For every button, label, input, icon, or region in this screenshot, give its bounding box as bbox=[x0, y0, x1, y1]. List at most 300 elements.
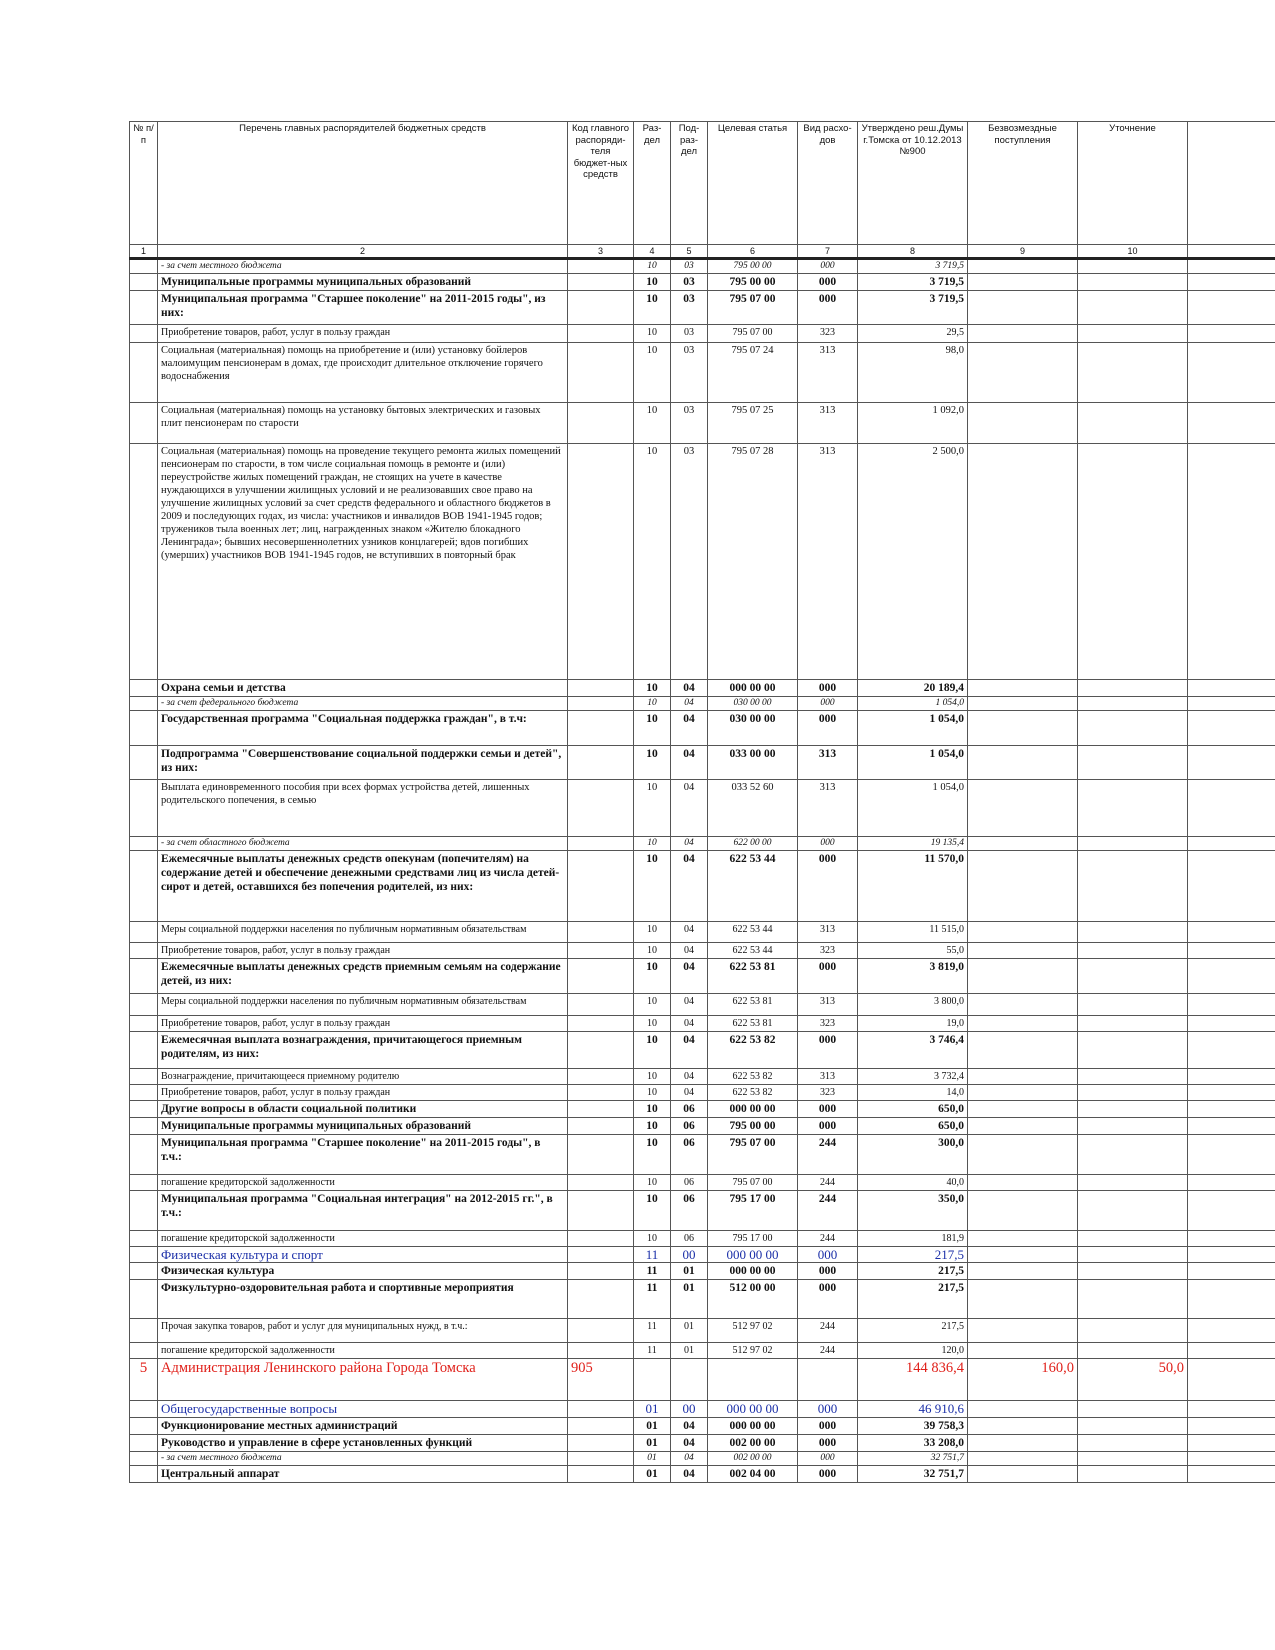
row-grants bbox=[968, 1319, 1078, 1343]
row-extra bbox=[1188, 1085, 1275, 1101]
row-code bbox=[568, 1247, 634, 1263]
row-vid: 000 bbox=[798, 1118, 858, 1135]
row-grants bbox=[968, 680, 1078, 697]
row-extra bbox=[1188, 711, 1275, 746]
row-number bbox=[130, 746, 158, 780]
row-number bbox=[130, 1452, 158, 1466]
row-razdel: 01 bbox=[634, 1452, 671, 1466]
row-number: 5 bbox=[130, 1359, 158, 1401]
table-row bbox=[130, 1191, 1275, 1231]
row-approved: 33 208,0 bbox=[858, 1435, 968, 1452]
row-name: Физическая культура и спорт bbox=[158, 1247, 568, 1263]
row-approved: 300,0 bbox=[858, 1135, 968, 1175]
row-razdel: 10 bbox=[634, 1118, 671, 1135]
row-target: 622 53 81 bbox=[708, 994, 798, 1016]
row-vid: 000 bbox=[798, 680, 858, 697]
row-target: 000 00 00 bbox=[708, 1418, 798, 1435]
row-name: Физическая культура bbox=[158, 1263, 568, 1280]
row-target: 795 07 28 bbox=[708, 444, 798, 680]
row-vid: 000 bbox=[798, 711, 858, 746]
row-podrazdel: 06 bbox=[671, 1118, 708, 1135]
row-grants bbox=[968, 325, 1078, 343]
row-razdel: 10 bbox=[634, 697, 671, 711]
row-razdel: 10 bbox=[634, 837, 671, 851]
row-approved: 3 819,0 bbox=[858, 959, 968, 994]
row-approved: 20 189,4 bbox=[858, 680, 968, 697]
row-grants bbox=[968, 1401, 1078, 1418]
row-number bbox=[130, 1435, 158, 1452]
row-extra bbox=[1188, 325, 1275, 343]
row-target: 622 53 82 bbox=[708, 1069, 798, 1085]
row-approved: 3 746,4 bbox=[858, 1032, 968, 1069]
row-podrazdel: 04 bbox=[671, 1085, 708, 1101]
row-approved: 46 910,6 bbox=[858, 1401, 968, 1418]
row-grants bbox=[968, 403, 1078, 444]
row-podrazdel: 04 bbox=[671, 780, 708, 837]
row-podrazdel: 00 bbox=[671, 1401, 708, 1418]
table-row bbox=[130, 259, 1275, 274]
row-podrazdel: 04 bbox=[671, 1466, 708, 1483]
row-podrazdel: 04 bbox=[671, 680, 708, 697]
row-podrazdel: 04 bbox=[671, 994, 708, 1016]
row-name: Физкультурно-оздоровительная работа и спортивные мероприятия bbox=[158, 1280, 568, 1319]
row-vid: 000 bbox=[798, 1435, 858, 1452]
row-grants bbox=[968, 1418, 1078, 1435]
table-row bbox=[130, 1452, 1275, 1466]
row-number bbox=[130, 1175, 158, 1191]
row-extra bbox=[1188, 746, 1275, 780]
row-target: 002 00 00 bbox=[708, 1452, 798, 1466]
row-vid: 000 bbox=[798, 697, 858, 711]
row-code bbox=[568, 343, 634, 403]
row-number bbox=[130, 1191, 158, 1231]
row-podrazdel: 04 bbox=[671, 1452, 708, 1466]
table-row bbox=[130, 325, 1275, 343]
row-clarify bbox=[1078, 1280, 1188, 1319]
row-razdel: 10 bbox=[634, 780, 671, 837]
row-approved: 1 054,0 bbox=[858, 780, 968, 837]
header-code: Код главного распоряди-теля бюджет-ных средств bbox=[568, 122, 634, 245]
row-name: Муниципальные программы муниципальных образований bbox=[158, 1118, 568, 1135]
row-clarify bbox=[1078, 259, 1188, 274]
row-podrazdel: 03 bbox=[671, 403, 708, 444]
row-name: Подпрограмма "Совершенствование социальной поддержки семьи и детей", из них: bbox=[158, 746, 568, 780]
row-vid: 000 bbox=[798, 851, 858, 922]
row-target: 000 00 00 bbox=[708, 1101, 798, 1118]
header-podrazdel: Под-раз-дел bbox=[671, 122, 708, 245]
row-razdel: 10 bbox=[634, 343, 671, 403]
row-number bbox=[130, 274, 158, 291]
row-number bbox=[130, 943, 158, 959]
row-extra bbox=[1188, 1016, 1275, 1032]
row-extra bbox=[1188, 994, 1275, 1016]
row-podrazdel bbox=[671, 1359, 708, 1401]
row-razdel: 01 bbox=[634, 1466, 671, 1483]
row-extra bbox=[1188, 959, 1275, 994]
row-vid: 000 bbox=[798, 959, 858, 994]
row-vid: 313 bbox=[798, 922, 858, 943]
row-clarify bbox=[1078, 1466, 1188, 1483]
row-grants bbox=[968, 1435, 1078, 1452]
row-code bbox=[568, 1085, 634, 1101]
table-row bbox=[130, 291, 1275, 325]
row-name: Меры социальной поддержки населения по публичным нормативным обязательствам bbox=[158, 994, 568, 1016]
table-row bbox=[130, 1069, 1275, 1085]
row-grants bbox=[968, 711, 1078, 746]
row-approved: 11 570,0 bbox=[858, 851, 968, 922]
row-target: 622 53 82 bbox=[708, 1032, 798, 1069]
row-name: Вознаграждение, причитающееся приемному родителю bbox=[158, 1069, 568, 1085]
row-extra bbox=[1188, 1135, 1275, 1175]
row-number bbox=[130, 994, 158, 1016]
table-row bbox=[130, 403, 1275, 444]
row-approved: 39 758,3 bbox=[858, 1418, 968, 1435]
row-razdel: 10 bbox=[634, 1016, 671, 1032]
row-podrazdel: 04 bbox=[671, 943, 708, 959]
row-code bbox=[568, 444, 634, 680]
row-code bbox=[568, 259, 634, 274]
index-cell: 3 bbox=[568, 245, 634, 259]
header-num: № п/п bbox=[130, 122, 158, 245]
row-name: Ежемесячные выплаты денежных средств приемным семьям на содержание детей, из них: bbox=[158, 959, 568, 994]
row-target bbox=[708, 1359, 798, 1401]
row-extra bbox=[1188, 1319, 1275, 1343]
row-name: Муниципальная программа "Старшее поколение" на 2011-2015 годы", из них: bbox=[158, 291, 568, 325]
row-target: 795 00 00 bbox=[708, 259, 798, 274]
row-approved: 1 054,0 bbox=[858, 711, 968, 746]
row-vid: 000 bbox=[798, 259, 858, 274]
row-code bbox=[568, 746, 634, 780]
row-name: - за счет областного бюджета bbox=[158, 837, 568, 851]
row-clarify bbox=[1078, 1101, 1188, 1118]
row-vid: 323 bbox=[798, 1016, 858, 1032]
row-podrazdel: 06 bbox=[671, 1175, 708, 1191]
row-grants bbox=[968, 1231, 1078, 1247]
row-vid: 000 bbox=[798, 1466, 858, 1483]
table-row bbox=[130, 837, 1275, 851]
row-razdel: 10 bbox=[634, 851, 671, 922]
row-podrazdel: 04 bbox=[671, 1069, 708, 1085]
index-cell: 8 bbox=[858, 245, 968, 259]
row-vid: 313 bbox=[798, 1069, 858, 1085]
row-target: 000 00 00 bbox=[708, 1401, 798, 1418]
row-clarify bbox=[1078, 943, 1188, 959]
row-name: - за счет местного бюджета bbox=[158, 259, 568, 274]
row-grants bbox=[968, 343, 1078, 403]
row-code bbox=[568, 1069, 634, 1085]
row-approved: 350,0 bbox=[858, 1191, 968, 1231]
row-approved: 120,0 bbox=[858, 1343, 968, 1359]
row-name: - за счет местного бюджета bbox=[158, 1452, 568, 1466]
row-razdel: 10 bbox=[634, 403, 671, 444]
row-number bbox=[130, 343, 158, 403]
row-target: 795 00 00 bbox=[708, 274, 798, 291]
row-vid: 244 bbox=[798, 1319, 858, 1343]
row-code bbox=[568, 1280, 634, 1319]
row-number bbox=[130, 1135, 158, 1175]
row-target: 002 04 00 bbox=[708, 1466, 798, 1483]
table-row bbox=[130, 343, 1275, 403]
row-target: 000 00 00 bbox=[708, 680, 798, 697]
table-row bbox=[130, 1319, 1275, 1343]
row-grants bbox=[968, 1466, 1078, 1483]
row-grants bbox=[968, 851, 1078, 922]
row-name: Муниципальные программы муниципальных образований bbox=[158, 274, 568, 291]
row-grants bbox=[968, 746, 1078, 780]
row-extra bbox=[1188, 1247, 1275, 1263]
index-cell: 2 bbox=[158, 245, 568, 259]
row-target: 002 00 00 bbox=[708, 1435, 798, 1452]
row-target: 000 00 00 bbox=[708, 1263, 798, 1280]
row-vid: 000 bbox=[798, 1101, 858, 1118]
row-vid: 000 bbox=[798, 1247, 858, 1263]
row-code bbox=[568, 837, 634, 851]
row-number bbox=[130, 1231, 158, 1247]
row-extra bbox=[1188, 343, 1275, 403]
row-code bbox=[568, 780, 634, 837]
table-row bbox=[130, 1247, 1275, 1263]
row-extra bbox=[1188, 1032, 1275, 1069]
row-code bbox=[568, 274, 634, 291]
row-code: 905 bbox=[568, 1359, 634, 1401]
row-target: 795 17 00 bbox=[708, 1191, 798, 1231]
row-name: Функционирование местных администраций bbox=[158, 1418, 568, 1435]
row-razdel: 10 bbox=[634, 274, 671, 291]
row-razdel: 10 bbox=[634, 680, 671, 697]
row-target: 033 52 60 bbox=[708, 780, 798, 837]
row-number bbox=[130, 697, 158, 711]
table-row bbox=[130, 1418, 1275, 1435]
table-row bbox=[130, 1085, 1275, 1101]
row-vid: 244 bbox=[798, 1343, 858, 1359]
row-razdel: 01 bbox=[634, 1401, 671, 1418]
row-number bbox=[130, 325, 158, 343]
row-vid: 000 bbox=[798, 1263, 858, 1280]
row-grants bbox=[968, 837, 1078, 851]
row-clarify bbox=[1078, 403, 1188, 444]
row-target: 622 53 44 bbox=[708, 943, 798, 959]
row-extra bbox=[1188, 1175, 1275, 1191]
row-approved: 217,5 bbox=[858, 1319, 968, 1343]
row-approved: 40,0 bbox=[858, 1175, 968, 1191]
row-number bbox=[130, 1118, 158, 1135]
row-razdel: 10 bbox=[634, 943, 671, 959]
row-target: 795 07 24 bbox=[708, 343, 798, 403]
row-approved: 3 719,5 bbox=[858, 274, 968, 291]
table-row bbox=[130, 680, 1275, 697]
row-target: 512 97 02 bbox=[708, 1319, 798, 1343]
row-number bbox=[130, 1280, 158, 1319]
row-code bbox=[568, 1101, 634, 1118]
table-row bbox=[130, 1343, 1275, 1359]
row-clarify bbox=[1078, 1418, 1188, 1435]
row-number bbox=[130, 1101, 158, 1118]
row-grants bbox=[968, 274, 1078, 291]
row-code bbox=[568, 1191, 634, 1231]
table-row bbox=[130, 1466, 1275, 1483]
row-approved: 217,5 bbox=[858, 1263, 968, 1280]
row-extra bbox=[1188, 403, 1275, 444]
row-name: погашение кредиторской задолженности bbox=[158, 1175, 568, 1191]
row-grants bbox=[968, 444, 1078, 680]
row-razdel: 10 bbox=[634, 711, 671, 746]
row-clarify bbox=[1078, 994, 1188, 1016]
row-target: 512 97 02 bbox=[708, 1343, 798, 1359]
row-razdel: 10 bbox=[634, 1135, 671, 1175]
row-clarify: 50,0 bbox=[1078, 1359, 1188, 1401]
table-row bbox=[130, 994, 1275, 1016]
row-extra bbox=[1188, 1069, 1275, 1085]
row-grants bbox=[968, 959, 1078, 994]
row-extra bbox=[1188, 1231, 1275, 1247]
row-code bbox=[568, 851, 634, 922]
table-row bbox=[130, 1118, 1275, 1135]
row-podrazdel: 04 bbox=[671, 1016, 708, 1032]
header-target: Целевая статья bbox=[708, 122, 798, 245]
row-name: Приобретение товаров, работ, услуг в пользу граждан bbox=[158, 1085, 568, 1101]
row-name: Приобретение товаров, работ, услуг в пользу граждан bbox=[158, 1016, 568, 1032]
row-code bbox=[568, 711, 634, 746]
row-vid: 244 bbox=[798, 1175, 858, 1191]
row-clarify bbox=[1078, 1016, 1188, 1032]
row-razdel: 10 bbox=[634, 291, 671, 325]
row-razdel: 11 bbox=[634, 1280, 671, 1319]
row-razdel: 10 bbox=[634, 1191, 671, 1231]
table-row bbox=[130, 697, 1275, 711]
row-name: Социальная (материальная) помощь на проведение текущего ремонта жилых помещений пенсионерам по старости, в том числе социальная помощь в ремонте и (или) переустройстве жилых помещений граждан, не стоящих на учете в качестве нуждающихся в улучшении жилищных условий и не реализовавших свое право на улучшение жилищных условий за счет средств федерального и областного бюджетов в 2009 и последующих годах, из числа: участников и инвалидов ВОВ 1941-1945 годов; тружеников тыла военных лет; лиц, награжденных знаком «Жителю блокадного Ленинграда»; бывших несовершеннолетних узников концлагерей; вдов погибших (умерших) участников ВОВ 1941-1945 годов, не вступивших в повторный брак bbox=[158, 444, 568, 680]
row-approved: 1 054,0 bbox=[858, 746, 968, 780]
row-vid: 313 bbox=[798, 444, 858, 680]
row-approved: 3 719,5 bbox=[858, 291, 968, 325]
table-row bbox=[130, 1263, 1275, 1280]
row-name: Муниципальная программа "Старшее поколение" на 2011-2015 годы", в т.ч.: bbox=[158, 1135, 568, 1175]
row-code bbox=[568, 1319, 634, 1343]
row-target: 622 53 81 bbox=[708, 1016, 798, 1032]
row-clarify bbox=[1078, 697, 1188, 711]
row-clarify bbox=[1078, 680, 1188, 697]
row-name: погашение кредиторской задолженности bbox=[158, 1231, 568, 1247]
row-podrazdel: 04 bbox=[671, 1418, 708, 1435]
table-row bbox=[130, 851, 1275, 922]
row-podrazdel: 04 bbox=[671, 697, 708, 711]
row-extra bbox=[1188, 274, 1275, 291]
row-approved: 217,5 bbox=[858, 1247, 968, 1263]
row-extra bbox=[1188, 1418, 1275, 1435]
header-row bbox=[130, 122, 1275, 245]
row-grants bbox=[968, 994, 1078, 1016]
row-razdel: 10 bbox=[634, 1231, 671, 1247]
row-grants bbox=[968, 1118, 1078, 1135]
row-approved: 217,5 bbox=[858, 1280, 968, 1319]
table-row bbox=[130, 1231, 1275, 1247]
table-row bbox=[130, 1435, 1275, 1452]
row-clarify bbox=[1078, 837, 1188, 851]
row-podrazdel: 04 bbox=[671, 1032, 708, 1069]
row-approved: 3 719,5 bbox=[858, 259, 968, 274]
row-name: Выплата единовременного пособия при всех формах устройства детей, лишенных родительского попечения, в семью bbox=[158, 780, 568, 837]
row-number bbox=[130, 444, 158, 680]
row-podrazdel: 04 bbox=[671, 851, 708, 922]
row-extra bbox=[1188, 444, 1275, 680]
index-row bbox=[130, 245, 1275, 259]
row-code bbox=[568, 1452, 634, 1466]
row-grants: 160,0 bbox=[968, 1359, 1078, 1401]
row-number bbox=[130, 1466, 158, 1483]
row-clarify bbox=[1078, 1085, 1188, 1101]
row-approved: 55,0 bbox=[858, 943, 968, 959]
row-extra bbox=[1188, 1401, 1275, 1418]
row-target: 622 53 81 bbox=[708, 959, 798, 994]
row-approved: 3 732,4 bbox=[858, 1069, 968, 1085]
row-razdel: 11 bbox=[634, 1343, 671, 1359]
row-code bbox=[568, 1231, 634, 1247]
row-extra bbox=[1188, 697, 1275, 711]
row-clarify bbox=[1078, 1452, 1188, 1466]
row-target: 030 00 00 bbox=[708, 697, 798, 711]
row-razdel: 10 bbox=[634, 922, 671, 943]
table-row bbox=[130, 1016, 1275, 1032]
row-grants bbox=[968, 943, 1078, 959]
row-vid: 000 bbox=[798, 274, 858, 291]
row-code bbox=[568, 1466, 634, 1483]
row-grants bbox=[968, 780, 1078, 837]
row-clarify bbox=[1078, 1118, 1188, 1135]
row-extra bbox=[1188, 1118, 1275, 1135]
row-number bbox=[130, 1069, 158, 1085]
row-number bbox=[130, 1319, 158, 1343]
row-podrazdel: 03 bbox=[671, 343, 708, 403]
row-razdel: 11 bbox=[634, 1263, 671, 1280]
row-approved: 1 054,0 bbox=[858, 697, 968, 711]
row-clarify bbox=[1078, 746, 1188, 780]
row-number bbox=[130, 680, 158, 697]
row-name: Меры социальной поддержки населения по публичным нормативным обязательствам bbox=[158, 922, 568, 943]
header-approved: Утверждено реш.Думы г.Томска от 10.12.2013 №900 bbox=[858, 122, 968, 245]
row-extra bbox=[1188, 1435, 1275, 1452]
row-grants bbox=[968, 291, 1078, 325]
row-grants bbox=[968, 1135, 1078, 1175]
table-row bbox=[130, 1032, 1275, 1069]
row-approved: 11 515,0 bbox=[858, 922, 968, 943]
row-podrazdel: 01 bbox=[671, 1343, 708, 1359]
row-approved: 29,5 bbox=[858, 325, 968, 343]
row-code bbox=[568, 943, 634, 959]
row-target: 030 00 00 bbox=[708, 711, 798, 746]
row-approved: 650,0 bbox=[858, 1101, 968, 1118]
index-cell: 9 bbox=[968, 245, 1078, 259]
row-clarify bbox=[1078, 1231, 1188, 1247]
row-clarify bbox=[1078, 1247, 1188, 1263]
row-number bbox=[130, 1263, 158, 1280]
row-code bbox=[568, 1435, 634, 1452]
row-code bbox=[568, 994, 634, 1016]
row-code bbox=[568, 1418, 634, 1435]
budget-table bbox=[129, 121, 1275, 1483]
row-approved: 98,0 bbox=[858, 343, 968, 403]
header-name: Перечень главных распорядителей бюджетных средств bbox=[158, 122, 568, 245]
row-podrazdel: 04 bbox=[671, 959, 708, 994]
row-extra bbox=[1188, 291, 1275, 325]
row-vid: 000 bbox=[798, 1280, 858, 1319]
table-row bbox=[130, 1101, 1275, 1118]
row-name: Приобретение товаров, работ, услуг в пользу граждан bbox=[158, 943, 568, 959]
row-vid: 244 bbox=[798, 1231, 858, 1247]
table-row bbox=[130, 959, 1275, 994]
row-clarify bbox=[1078, 1435, 1188, 1452]
row-clarify bbox=[1078, 291, 1188, 325]
row-clarify bbox=[1078, 274, 1188, 291]
row-clarify bbox=[1078, 851, 1188, 922]
